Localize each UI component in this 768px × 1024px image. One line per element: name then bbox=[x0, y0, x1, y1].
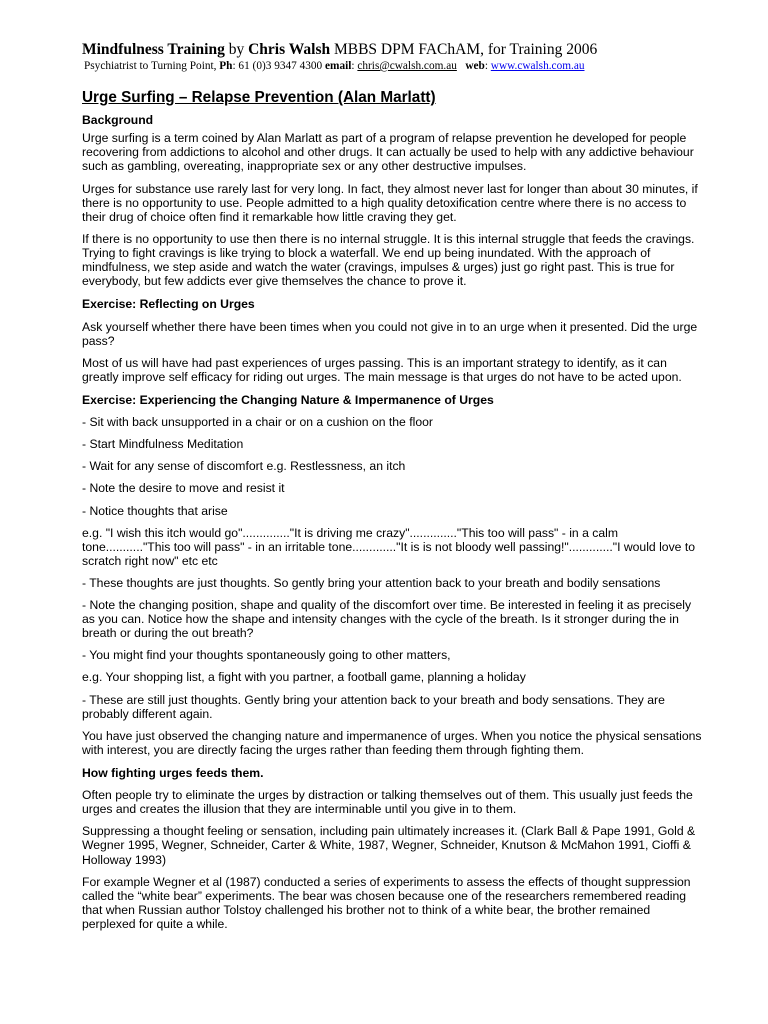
background-paragraph: If there is no opportunity to use then there is no internal struggle. It is this internal struggle that feeds the cravings. Trying to fight cravings is like trying to block a waterfall. We end up being inundated. With the approach of mindfulness, we step aside and watch the water (cravings, impulses & urges) just go right past. This is true for everybody, but few addicts ever give themselves the chance to prove it. bbox=[82, 231, 695, 289]
exercise-step: - These are still just thoughts. Gently bring your attention back to your breath and body sensations. They are probably different again. bbox=[82, 692, 665, 721]
exercise-step: - You might find your thoughts spontaneously going to other matters, bbox=[82, 648, 451, 663]
fighting-heading: How fighting urges feeds them. bbox=[82, 765, 264, 780]
web-link[interactable]: www.cwalsh.com.au bbox=[490, 60, 585, 72]
affiliation-text: Psychiatrist to Turning Point, bbox=[84, 60, 220, 72]
phone-value: : 61 (0)3 9347 4300 bbox=[232, 60, 326, 72]
exercise-step: - Start Mindfulness Meditation bbox=[82, 437, 244, 452]
background-paragraph: Urges for substance use rarely last for very long. In fact, they almost never last for longer than about 30 minutes, if there is no opportunity to use. People admitted to a high quality detoxification centre where there is no access to their drug of choice often find it remarkable how little craving they get. bbox=[82, 181, 698, 224]
exercise-step: - Wait for any sense of discomfort e.g. Restlessness, an itch bbox=[82, 459, 406, 474]
email-separator: : bbox=[351, 60, 358, 72]
fighting-paragraph: Suppressing a thought feeling or sensation, including pain ultimately increases it. (Clark Ball & Pape 1991, Gold & Wegner 1995, Wegner, Schneider, Carter & White, 1987, Wegner, Schneider, Knutson & McMahon 1991, Cioffi & Holloway 1993) bbox=[82, 824, 696, 867]
exercise-step: - Note the changing position, shape and quality of the discomfort over time. Be interested in feeling it as precisely as you can. Notice how the shape and intensity changes with the cycle of the breath. Is it stronger during the in breath or during the out breath? bbox=[82, 598, 692, 641]
phone-label: Ph bbox=[219, 60, 233, 72]
web-separator: : bbox=[484, 60, 491, 72]
document-page bbox=[82, 41, 702, 931]
author-name: Chris Walsh bbox=[248, 41, 331, 58]
fighting-paragraph: For example Wegner et al (1987) conducted a series of experiments to assess the effects of thought suppression called the “white bear” experiments. The bear was chosen because one of the researchers remembered reading that when Russian author Tolstoy challenged his brother not to think of a white bear, the brother remained perplexed for quite a while. bbox=[82, 874, 691, 931]
thought-example: e.g. "I wish this itch would go".............."It is driving me crazy".............."This too will pass" - in a calm tone..........."This too will pass" - in an irritable tone............."It is is not bloody well passing!"............."I would love to scratch right now" etc etc bbox=[82, 525, 695, 568]
reflecting-paragraph: Most of us will have had past experiences of urges passing. This is an important strategy to identify, as it can greatly improve self efficacy for riding out urges. The main message is that urges do not have to be acted upon. bbox=[82, 355, 682, 384]
header-contact-line bbox=[82, 60, 702, 73]
email-link[interactable]: chris@cwalsh.com.au bbox=[357, 60, 457, 72]
exercise-step: - These thoughts are just thoughts. So gently bring your attention back to your breath and bodily sensations bbox=[82, 575, 661, 590]
background-heading: Background bbox=[82, 113, 154, 127]
experiencing-heading: Exercise: Experiencing the Changing Nature & Impermanence of Urges bbox=[82, 392, 494, 407]
reflecting-heading: Exercise: Reflecting on Urges bbox=[82, 297, 255, 312]
program-title: Mindfulness Training bbox=[82, 41, 225, 58]
exercise-step: - Sit with back unsupported in a chair or on a cushion on the floor bbox=[82, 415, 433, 430]
by-text: by bbox=[224, 41, 249, 58]
header-title-line bbox=[82, 41, 702, 59]
reflecting-paragraph: Ask yourself whether there have been times when you could not give in to an urge when it presented. Did the urge pass? bbox=[82, 319, 698, 348]
web-label: web bbox=[465, 60, 485, 72]
exercise-step: - Notice thoughts that arise bbox=[82, 503, 228, 518]
document-title: Urge Surfing – Relapse Prevention (Alan Marlatt) bbox=[82, 89, 436, 106]
background-paragraph: Urge surfing is a term coined by Alan Marlatt as part of a program of relapse prevention he developed for people recovering from addictions to alcohol and other drugs. It can actually be used to help with any addictive behaviour such as gambling, overeating, inappropriate sex or any other destructive impulses. bbox=[82, 131, 694, 174]
experiencing-summary: You have just observed the changing nature and impermanence of urges. When you notice the physical sensations with interest, you are directly facing the urges rather than feeding them through fighting them. bbox=[82, 728, 702, 757]
exercise-step: - Note the desire to move and resist it bbox=[82, 481, 285, 496]
fighting-paragraph: Often people try to eliminate the urges by distraction or talking themselves out of them. This usually just feeds the urges and creates the illusion that they are interminable until you give in to them. bbox=[82, 788, 693, 817]
email-label: email bbox=[325, 60, 352, 72]
author-credentials: MBBS DPM FAChAM, for Training 2006 bbox=[330, 41, 598, 58]
thought-example: e.g. Your shopping list, a fight with you partner, a football game, planning a holiday bbox=[82, 670, 526, 685]
